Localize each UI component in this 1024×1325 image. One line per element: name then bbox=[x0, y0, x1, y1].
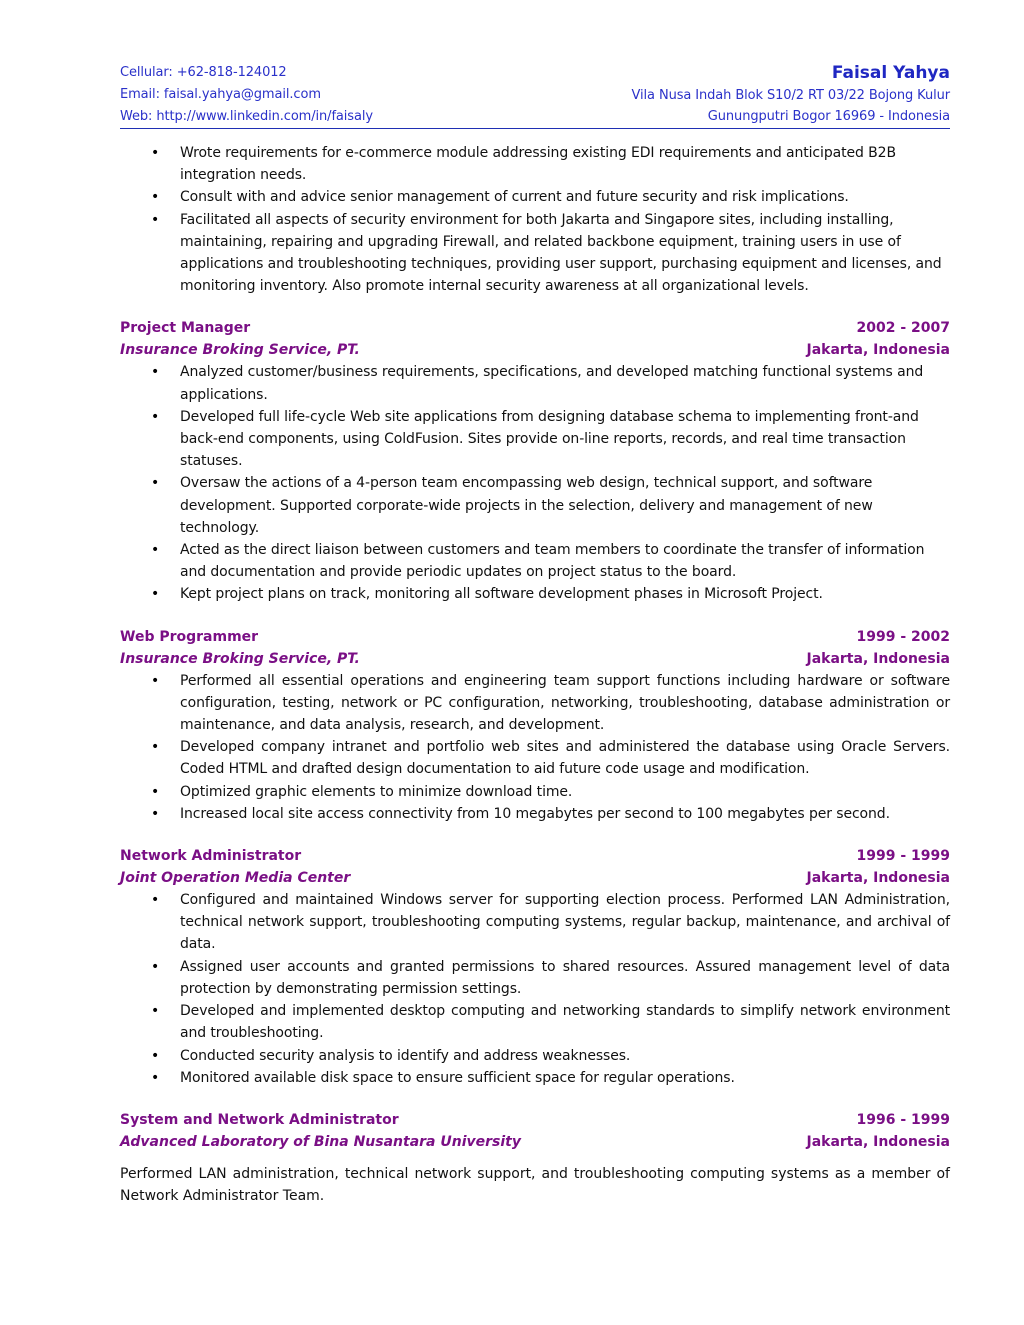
job-company: Insurance Broking Service, PT. bbox=[120, 650, 360, 667]
list-item: • Performed all essential operations and engineering team support functions including hardware or software configuration, testing, network or PC configuration, networking, troubleshooting, database administration or maintenance, and data analysis, research, and development. bbox=[120, 670, 950, 737]
job-section bbox=[120, 626, 950, 825]
bullet-icon: • bbox=[151, 542, 160, 559]
person-name: Faisal Yahya bbox=[831, 63, 950, 83]
list-item: • Acted as the direct liaison between customers and team members to coordinate the transfer of information and documentation and provide periodic updates on project status to the board. bbox=[120, 539, 950, 583]
job-location: Jakarta, Indonesia bbox=[806, 870, 950, 887]
job-company: Advanced Laboratory of Bina Nusantara University bbox=[120, 1133, 521, 1150]
contact-header bbox=[120, 62, 950, 129]
job-location: Jakarta, Indonesia bbox=[806, 1133, 950, 1150]
job-years: 2002 - 2007 bbox=[856, 320, 950, 337]
bullet-icon: • bbox=[151, 189, 160, 206]
list-item: • Optimized graphic elements to minimize download time. bbox=[120, 781, 950, 803]
job-title: System and Network Administrator bbox=[120, 1111, 399, 1128]
bullet-icon: • bbox=[151, 475, 160, 492]
job-years: 1999 - 1999 bbox=[856, 848, 950, 865]
job-years: 1996 - 1999 bbox=[856, 1111, 950, 1128]
list-item: • Increased local site access connectivity from 10 megabytes per second to 100 megabytes per second. bbox=[120, 803, 950, 825]
web-line[interactable]: Web: http://www.linkedin.com/in/faisaly bbox=[120, 109, 373, 124]
job-title-row bbox=[120, 626, 950, 648]
bullet-icon: • bbox=[151, 892, 160, 909]
address-line-1: Vila Nusa Indah Blok S10/2 RT 03/22 Bojong Kulur bbox=[631, 88, 950, 103]
bullet-icon: • bbox=[151, 586, 160, 603]
list-item: • Configured and maintained Windows server for supporting election process. Performed LAN Administration, technical network support, troubleshooting computing systems, regular backup, maintenance, and archival of data. bbox=[120, 889, 950, 956]
job-section bbox=[120, 317, 950, 605]
job-bullet-list bbox=[120, 361, 950, 605]
list-item: • Oversaw the actions of a 4-person team encompassing web design, technical support, and software development. Supported corporate-wide projects in the selection, delivery and management of new technology. bbox=[120, 472, 950, 539]
job-bullet-list bbox=[120, 889, 950, 1089]
email-line[interactable]: Email: faisal.yahya@gmail.com bbox=[120, 87, 321, 102]
list-item: • Developed full life-cycle Web site applications from designing database schema to implementing front-and back-end components, using ColdFusion. Sites provide on-line reports, records, and real time transaction statuses. bbox=[120, 406, 950, 473]
job-company: Joint Operation Media Center bbox=[120, 870, 351, 887]
bullet-icon: • bbox=[151, 145, 160, 161]
contact-info bbox=[120, 62, 373, 128]
bullet-icon: • bbox=[151, 739, 160, 756]
job-bullet-list bbox=[120, 670, 950, 825]
job-company-row bbox=[120, 339, 950, 361]
list-item: • Consult with and advice senior management of current and future security and risk implications. bbox=[120, 186, 950, 208]
bullet-icon: • bbox=[151, 364, 160, 381]
bullet-icon: • bbox=[151, 1047, 160, 1064]
list-item: • Facilitated all aspects of security environment for both Jakarta and Singapore sites, including installing, maintaining, repairing and upgrading Firewall, and related backbone equipment, training users in use of applications and troubleshooting techniques, providing user support, purchasing equipment and licenses, and monitoring inventory. Also promote internal security awareness at all organizational levels. bbox=[120, 209, 950, 298]
job-title: Network Administrator bbox=[120, 848, 302, 865]
job-section bbox=[120, 1109, 950, 1207]
job-company: Insurance Broking Service, PT. bbox=[120, 342, 360, 359]
job-company-row bbox=[120, 1131, 950, 1153]
list-item: • Kept project plans on track, monitoring all software development phases in Microsoft Project. bbox=[120, 583, 950, 605]
job-location: Jakarta, Indonesia bbox=[806, 650, 950, 667]
job-title: Web Programmer bbox=[120, 628, 259, 645]
list-item: • Monitored available disk space to ensure sufficient space for regular operations. bbox=[120, 1067, 950, 1089]
bullet-icon: • bbox=[151, 958, 160, 975]
bullet-icon: • bbox=[151, 1069, 160, 1086]
name-address bbox=[632, 62, 950, 127]
cellular-line: Cellular: +62-818-124012 bbox=[120, 65, 287, 80]
list-item: • Analyzed customer/business requirements, specifications, and developed matching functional systems and applications. bbox=[120, 361, 950, 405]
resume-content bbox=[120, 142, 950, 1207]
list-item: • Conducted security analysis to identify and address weaknesses. bbox=[120, 1045, 950, 1067]
list-item: • Wrote requirements for e-commerce module addressing existing EDI requirements and anticipated B2B integration needs. bbox=[120, 142, 950, 186]
bullet-icon: • bbox=[151, 211, 160, 228]
job-section bbox=[120, 845, 950, 1089]
job-title-row bbox=[120, 317, 950, 339]
job-title-row bbox=[120, 1109, 950, 1131]
list-item: • Developed company intranet and portfolio web sites and administered the database using Oracle Servers. Coded HTML and drafted design documentation to aid future code usage and modification. bbox=[120, 736, 950, 780]
job-title-row bbox=[120, 845, 950, 867]
bullet-icon: • bbox=[151, 783, 160, 800]
job-location: Jakarta, Indonesia bbox=[806, 342, 950, 359]
job-company-row bbox=[120, 648, 950, 670]
bullet-icon: • bbox=[151, 672, 160, 689]
bullet-icon: • bbox=[151, 408, 160, 425]
intro-bullet-list bbox=[120, 142, 950, 297]
job-years: 1999 - 2002 bbox=[856, 628, 950, 645]
address-line-2: Gunungputri Bogor 16969 - Indonesia bbox=[707, 109, 950, 124]
bullet-icon: • bbox=[151, 805, 160, 822]
bullet-icon: • bbox=[151, 1003, 160, 1020]
job-title: Project Manager bbox=[120, 320, 251, 337]
job-description: Performed LAN administration, technical network support, and troubleshooting computing systems as a member of Network Administrator Team. bbox=[120, 1165, 950, 1205]
list-item: • Assigned user accounts and granted permissions to shared resources. Assured management level of data protection by demonstrating permission settings. bbox=[120, 956, 950, 1000]
list-item: • Developed and implemented desktop computing and networking standards to simplify network environment and troubleshooting. bbox=[120, 1000, 950, 1044]
job-company-row bbox=[120, 867, 950, 889]
